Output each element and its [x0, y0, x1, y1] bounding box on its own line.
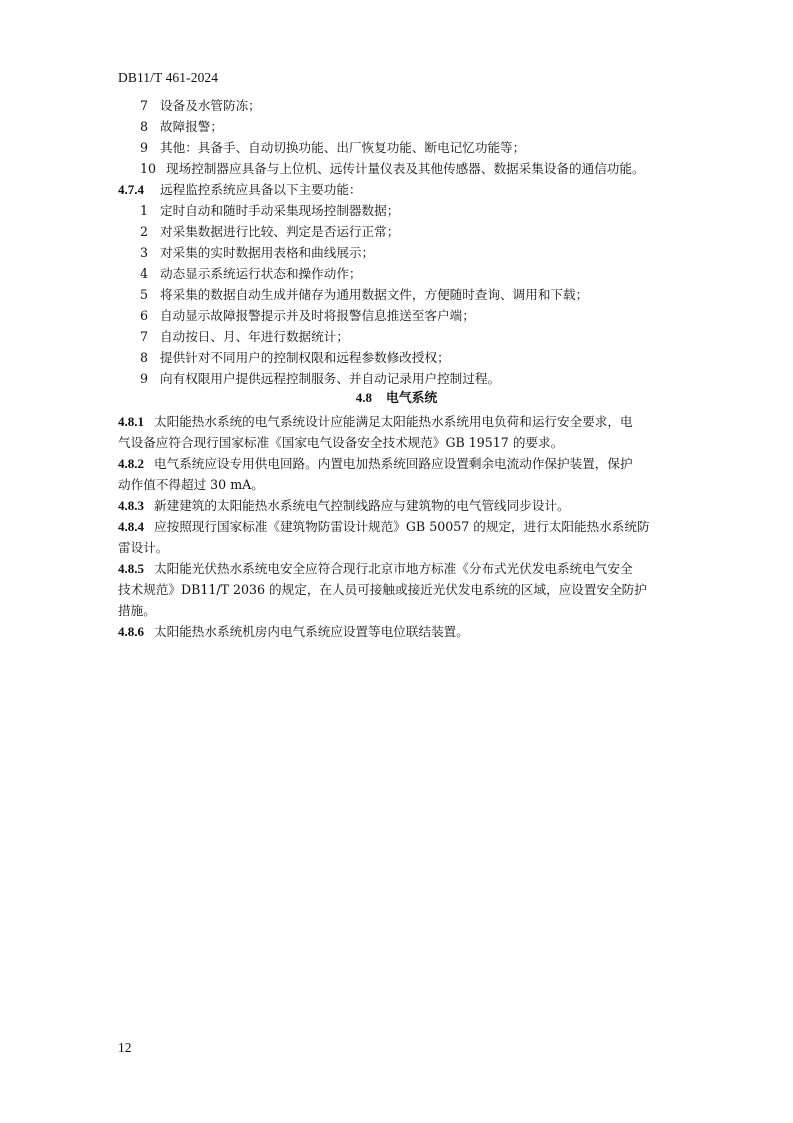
list-item-number: 1 [140, 203, 149, 218]
clause-number: 4.8.6 [118, 624, 144, 639]
list-item-number: 10 [140, 161, 157, 176]
list-item-text: 设备及水管防冻； [160, 98, 261, 113]
list-item-text: 对采集的实时数据用表格和曲线展示； [160, 245, 375, 260]
clause-text: 远程监控系统应具备以下主要功能： [160, 182, 362, 197]
list-item-number: 9 [140, 371, 149, 386]
list-item-number: 7 [140, 98, 149, 113]
list-item-text: 定时自动和随时手动采集现场控制器数据； [160, 203, 400, 218]
clause-number: 4.8.1 [118, 414, 144, 429]
clause-number: 4.8.5 [118, 561, 144, 576]
clause-line: 气设备应符合现行国家标准《国家电气设备安全技术规范》GB 19517 的要求。 [118, 435, 564, 450]
clause-number: 4.8.2 [118, 456, 144, 471]
clause-line: 动作值不得超过 30 mA。 [118, 477, 264, 492]
page-number: 12 [118, 1040, 132, 1055]
clause-line: 应按照现行国家标准《建筑物防雷设计规范》GB 50057 的规定，进行太阳能热水系统防 [154, 519, 650, 534]
list-item [140, 95, 261, 116]
list-item [140, 368, 500, 389]
list-item-number: 6 [140, 308, 149, 323]
clause-4-8-6 [118, 621, 678, 642]
clause-line: 太阳能热水系统机房内电气系统应设置等电位联结装置。 [154, 624, 469, 639]
clause-line: 太阳能光伏热水系统电安全应符合现行北京市地方标准《分布式光伏发电系统电气安全 [154, 561, 633, 576]
clause-number: 4.7.4 [118, 182, 144, 197]
list-item [140, 137, 525, 158]
clause-4-8-2 [118, 453, 678, 495]
list-item-text: 将采集的数据自动生成并储存为通用数据文件，方便随时查询、调用和下载； [160, 287, 589, 302]
clause-4-8-5 [118, 558, 678, 621]
list-item-number: 9 [140, 140, 149, 155]
list-item [140, 347, 450, 368]
list-item [140, 326, 349, 347]
clause-line: 雷设计。 [118, 540, 169, 555]
list-item-text: 自动显示故障报警提示并及时将报警信息推送至客户端； [160, 308, 475, 323]
clause-number: 4.8.3 [118, 498, 144, 513]
list-item [140, 242, 374, 263]
section-title [0, 387, 793, 409]
list-item [140, 305, 475, 326]
list-item-text: 向有权限用户提供远程控制服务、并自动记录用户控制过程。 [160, 371, 501, 386]
list-item [140, 200, 399, 221]
list-item-text: 其他：具备手、自动切换功能、出厂恢复功能、断电记忆功能等； [160, 140, 526, 155]
list-item-number: 8 [140, 350, 149, 365]
list-item-text: 对采集数据进行比较、判定是否运行正常； [160, 224, 400, 239]
list-item-number: 7 [140, 329, 149, 344]
clause-4-8-4 [118, 516, 678, 558]
clause-4-7-4 [118, 179, 362, 200]
clause-line: 太阳能热水系统的电气系统设计应能满足太阳能热水系统用电负荷和运行安全要求，电 [154, 414, 633, 429]
list-item [140, 221, 399, 242]
list-item [140, 116, 223, 137]
clause-number: 4.8.4 [118, 519, 144, 534]
list-item-text: 自动按日、月、年进行数据统计； [160, 329, 349, 344]
list-item-text: 现场控制器应具备与上位机、远传计量仪表及其他传感器、数据采集设备的通信功能。 [166, 161, 645, 176]
list-item-number: 5 [140, 287, 149, 302]
list-item-text: 故障报警； [160, 119, 223, 134]
clause-line: 技术规范》DB11/T 2036 的规定，在人员可接触或接近光伏发电系统的区域，应设置安全防护 [118, 582, 647, 597]
clause-line: 措施。 [118, 603, 156, 618]
list-item [140, 158, 645, 179]
section-number: 4.8 [355, 390, 373, 405]
section-title-text: 电气系统 [386, 391, 438, 406]
list-item [140, 263, 362, 284]
clause-line: 新建建筑的太阳能热水系统电气控制线路应与建筑物的电气管线同步设计。 [154, 498, 570, 513]
clause-4-8-3 [118, 495, 678, 516]
list-item-text: 动态显示系统运行状态和操作动作； [160, 266, 362, 281]
list-item [140, 284, 588, 305]
list-item-number: 2 [140, 224, 149, 239]
list-item-number: 8 [140, 119, 149, 134]
list-item-number: 4 [140, 266, 149, 281]
clause-4-8-1 [118, 411, 678, 453]
list-item-number: 3 [140, 245, 149, 260]
list-item-text: 提供针对不同用户的控制权限和远程参数修改授权； [160, 350, 450, 365]
clause-line: 电气系统应设专用供电回路。内置电加热系统回路应设置剩余电流动作保护装置，保护 [154, 456, 633, 471]
document-id-header: DB11/T 461-2024 [118, 70, 219, 85]
